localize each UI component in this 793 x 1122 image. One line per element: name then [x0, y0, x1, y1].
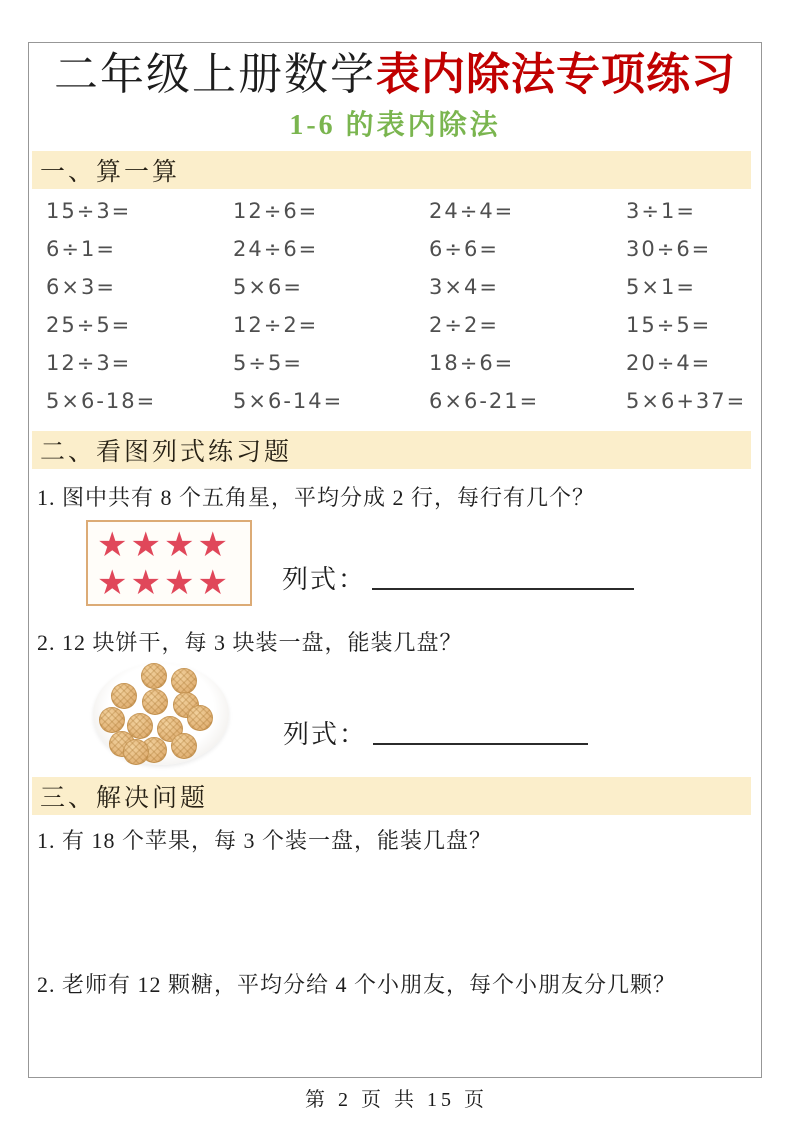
star-row	[97, 526, 250, 564]
question-3-2-text: 2. 老师有 12 颗糖，平均分给 4 个小朋友，每个小朋友分几颗？	[37, 971, 677, 997]
cookie-icon	[171, 668, 197, 694]
question-2-1-answer-area	[86, 520, 761, 606]
star-icon: ★	[130, 562, 164, 603]
question-2-2-text: 2. 12 块饼干，每 3 块装一盘，能装几盘？	[37, 629, 463, 655]
math-problem: 24÷4=	[429, 198, 515, 223]
section-1-header: 一、算一算	[32, 151, 751, 189]
problems-grid	[29, 192, 761, 420]
math-problem: 6×3=	[46, 274, 116, 299]
star-row	[97, 564, 250, 602]
cookie-icon	[171, 733, 197, 759]
star-icon: ★	[163, 562, 198, 603]
math-problem: 12÷2=	[233, 312, 319, 337]
math-problem: 5×6-18=	[46, 388, 157, 413]
cookies-image	[99, 663, 223, 765]
math-problem: 3÷1=	[626, 198, 696, 223]
section-3-header: 三、解决问题	[32, 777, 751, 815]
math-problem: 5×1=	[626, 274, 696, 299]
lieshi-label-1: 列式：	[282, 564, 367, 594]
math-problem: 20÷4=	[626, 350, 712, 375]
math-problem: 30÷6=	[626, 236, 712, 261]
math-problem: 12÷6=	[233, 198, 319, 223]
math-problem: 15÷3=	[46, 198, 132, 223]
math-problem: 12÷3=	[46, 350, 132, 375]
math-problem: 24÷6=	[233, 236, 319, 261]
section-2-header: 二、看图列式练习题	[32, 431, 751, 469]
math-problem: 5÷5=	[233, 350, 303, 375]
math-problem: 2÷2=	[429, 312, 499, 337]
cookie-icon	[142, 689, 168, 715]
page-title	[29, 49, 761, 101]
page-title-black: 二年级上册数学	[54, 50, 376, 99]
cookie-icon	[187, 705, 213, 731]
cookie-icon	[111, 683, 137, 709]
question-2-2-answer-area	[99, 663, 761, 765]
star-icon: ★	[197, 524, 231, 565]
lieshi-label-2: 列式：	[283, 719, 368, 749]
page-frame	[28, 42, 762, 1078]
math-problem: 25÷5=	[46, 312, 132, 337]
answer-line-1[interactable]	[372, 588, 634, 590]
question-2-1-text: 1. 图中共有 8 个五角星，平均分成 2 行，每行有几个？	[37, 484, 596, 510]
page-subtitle: 1-6 的表内除法	[289, 109, 501, 141]
page-number-footer: 第 2 页 共 15 页	[305, 1089, 488, 1111]
math-problem: 5×6=	[233, 274, 303, 299]
cookie-icon	[123, 739, 149, 765]
question-3-1-text: 1. 有 18 个苹果，每 3 个装一盘，能装几盘？	[37, 827, 493, 853]
stars-figure	[86, 520, 252, 606]
star-icon: ★	[97, 562, 131, 603]
math-problem: 6÷6=	[429, 236, 499, 261]
star-icon: ★	[97, 524, 131, 565]
math-problem: 5×6-14=	[233, 388, 344, 413]
math-problem: 15÷5=	[626, 312, 712, 337]
math-problem: 3×4=	[429, 274, 499, 299]
star-icon: ★	[197, 562, 231, 603]
star-icon: ★	[130, 524, 164, 565]
cookie-icon	[141, 663, 167, 689]
math-problem: 18÷6=	[429, 350, 515, 375]
math-problem: 6×6-21=	[429, 388, 540, 413]
cookie-icon	[99, 707, 125, 733]
math-problem: 6÷1=	[46, 236, 116, 261]
answer-line-2[interactable]	[373, 743, 588, 745]
star-icon: ★	[163, 524, 198, 565]
math-problem: 5×6+37=	[626, 388, 747, 413]
page-title-red: 表内除法专项练习	[376, 50, 736, 99]
